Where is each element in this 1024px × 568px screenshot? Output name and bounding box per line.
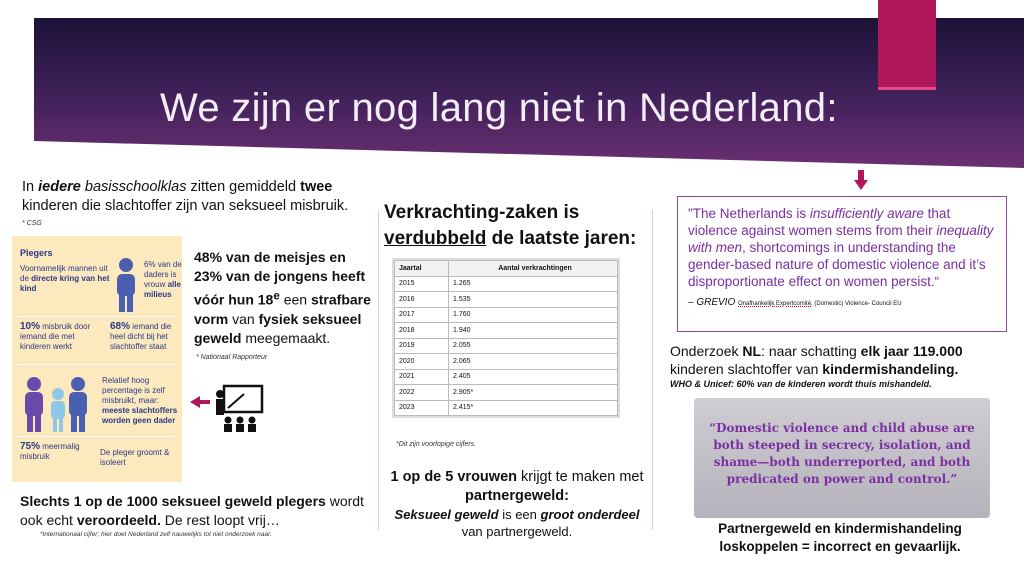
infographic-divider [18, 436, 176, 437]
infographic-75: 75% meermalig misbruik [20, 441, 80, 461]
intro-text: In iedere basisschoolklas zitten gemiddeld twee kinderen die slachtoffer zijn van seksueel misbruik. [22, 179, 349, 214]
teacher-icon [188, 384, 268, 432]
person-icon [112, 256, 140, 312]
convictions-source: *Internationaal cijfer; hier doet Nederland zelf nauwelijks tot niet onderzoek naar. [40, 531, 272, 538]
table-row: 2022 2.905* [395, 385, 618, 401]
research-subtext: WHO & Unicef: 60% van de kinderen wordt thuis mishandeld. [670, 379, 932, 389]
domestic-violence-quote: “Domestic violence and child abuse are both steeped in secrecy, isolation, and shame—both underreported, and both predicated on power and control.” [694, 398, 990, 518]
table-row: 2021 2.405 [395, 369, 618, 385]
infographic-divider [18, 316, 176, 317]
infographic-men: Voornamelijk mannen uit de directe kring van het kind [20, 264, 110, 293]
table-row: 2017 1.760 [395, 307, 618, 323]
partner-violence-text: 1 op de 5 vrouwen krijgt te maken met partnergeweld: Seksueel geweld is een groot onderdeel van partnergeweld. [390, 469, 644, 539]
page-title: We zijn er nog lang niet in Nederland: [160, 86, 838, 130]
rape-cases-heading: Verkrachting-zaken is verdubbeld de laatste jaren: [384, 202, 637, 249]
table-row: 2016 1.535 [395, 292, 618, 308]
perpetrators-infographic [12, 236, 182, 482]
table-row: 2018 1.940 [395, 323, 618, 339]
infographic-divider [18, 364, 176, 365]
infographic-victims: Relatief hoog percentage is zelf misbruikt, maar: meeste slachtoffers worden geen dader [102, 376, 178, 425]
accent-tab [878, 0, 936, 90]
research-text: Onderzoek NL: naar schatting elk jaar 119.000 kinderen slachtoffer van kindermishandeling. WHO & Unicef: 60% van de kinderen wordt thuis mishandeld. [670, 342, 1010, 390]
quote-source: – GREVIO Onafhankelijk Expertcomité, (Domestic) Violence- Council EU [688, 297, 902, 308]
infographic-68: 68% iemand die heel dicht bij het slachtoffer staat [110, 321, 172, 351]
arrow-down-icon [854, 170, 868, 190]
table-header-row [395, 261, 618, 277]
convictions-text: Slechts 1 op de 1000 seksueel geweld plegers wordt ook echt veroordeeld. De rest loopt vrij… [20, 493, 364, 528]
table-row: 2019 2.055 [395, 338, 618, 354]
table-row: 2020 2.065 [395, 354, 618, 370]
infographic-heading: Plegers [20, 248, 53, 258]
table-row: 2023 2.415* [395, 400, 618, 416]
column-header: Jaartal [395, 261, 449, 277]
table-note: *Dit zijn voorlopige cijfers. [396, 441, 477, 448]
grevio-quote: "The Netherlands is insufficiently aware that violence against women stems from their inequality with men, shortcomings in understanding the gender-based nature of domestic violence and it’s disproportionate effect on women persist.“ – GREVIO Onafhankelijk Expertcomité, (Domestic) Violence- Council EU [677, 196, 1007, 332]
family-icon [20, 374, 92, 432]
rape-statistics-table [392, 258, 620, 418]
stat-source: * Nationaal Rapporteur [196, 354, 268, 361]
stat-48-percent: 48% van de meisjes en 23% van de jongens heeft vóór hun 18e een strafbare vorm van fysiek seksueel geweld meegemaakt. [194, 249, 371, 346]
table-row: 2015 1.265 [395, 276, 618, 292]
column-header: Aantal verkrachtingen [449, 261, 618, 277]
infographic-10: 10% misbruik door iemand die met kinderen werkt [20, 321, 91, 351]
infographic-grooming: De pleger groomt & isoleert [100, 448, 170, 467]
divider-left [378, 210, 379, 530]
intro-source: * CSG [22, 220, 42, 227]
divider-right [652, 210, 653, 530]
closing-statement: Partnergeweld en kindermishandeling loskoppelen = incorrect en gevaarlijk. [718, 521, 962, 554]
infographic-women: 6% van de daders is vrouw alle milieus [144, 260, 182, 299]
